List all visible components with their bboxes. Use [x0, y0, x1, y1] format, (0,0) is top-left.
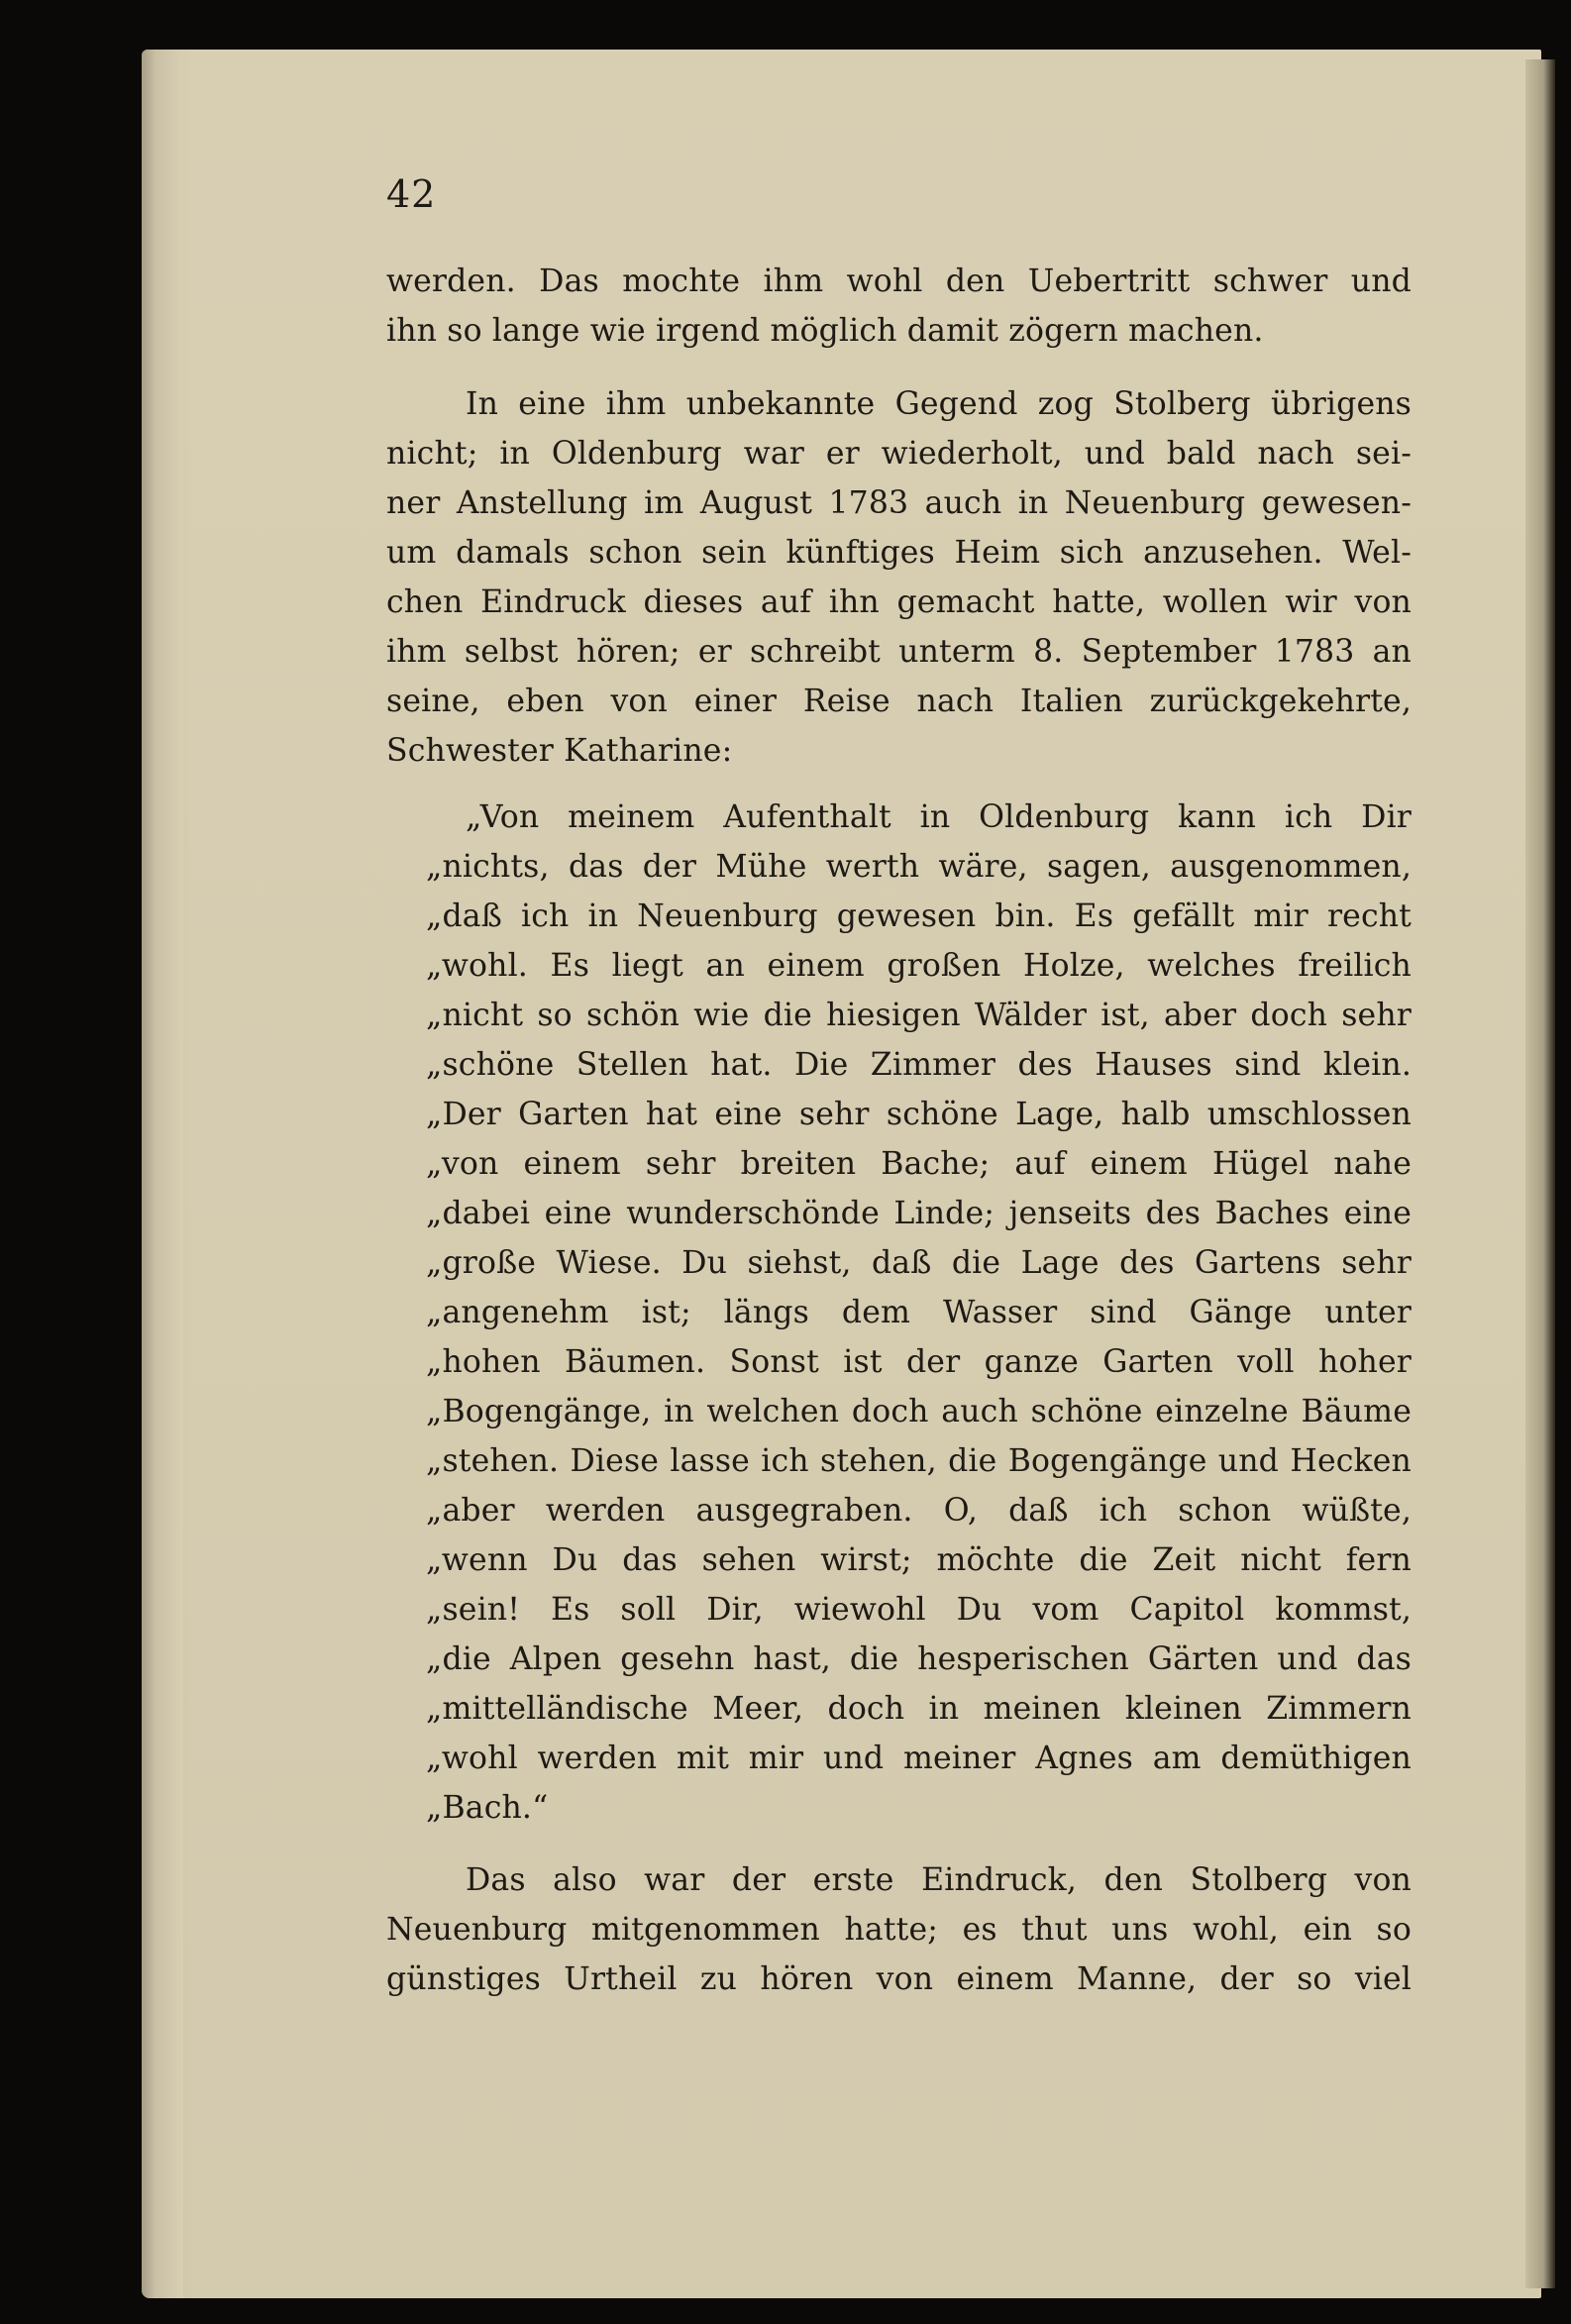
text-line: um damals schon sein künftiges Heim sich anzusehen. Wel-	[386, 535, 1412, 571]
text-line: „dabei eine wunderschönde Linde; jenseits des Baches eine	[426, 1196, 1412, 1231]
text-line: „von einem sehr breiten Bache; auf einem Hügel nahe	[426, 1146, 1412, 1182]
text-line: „die Alpen gesehn hast, die hesperischen Gärten und das	[426, 1641, 1412, 1677]
text-line: „wohl. Es liegt an einem großen Holze, welches freilich	[426, 948, 1412, 984]
text-line: „sein! Es soll Dir, wiewohl Du vom Capitol kommst,	[426, 1592, 1412, 1628]
page-edge	[1525, 59, 1555, 2288]
text-line: „Der Garten hat eine sehr schöne Lage, halb umschlossen	[426, 1097, 1412, 1132]
text-line: „wohl werden mit mir und meiner Agnes am demüthigen	[426, 1741, 1412, 1776]
page-number: 42	[386, 172, 437, 216]
text-line: „Bogengänge, in welchen doch auch schöne einzelne Bäume	[426, 1394, 1412, 1429]
book-gutter	[142, 50, 183, 2298]
text-line: „angenehm ist; längs dem Wasser sind Gänge unter	[426, 1295, 1412, 1330]
text-line: „nichts, das der Mühe werth wäre, sagen, ausgenommen,	[426, 849, 1412, 885]
text-line: „aber werden ausgegraben. O, daß ich schon wüßte,	[426, 1493, 1412, 1529]
text-line: Schwester Katharine:	[386, 733, 733, 769]
text-line: Das also war der erste Eindruck, den Stolberg von	[466, 1862, 1412, 1898]
text-line: „große Wiese. Du siehst, daß die Lage des Gartens sehr	[426, 1245, 1412, 1281]
text-line: „mittelländische Meer, doch in meinen kleinen Zimmern	[426, 1691, 1412, 1727]
text-line: „daß ich in Neuenburg gewesen bin. Es gefällt mir recht	[426, 898, 1412, 934]
text-line: nicht; in Oldenburg war er wiederholt, und bald nach sei-	[386, 436, 1412, 472]
text-line: In eine ihm unbekannte Gegend zog Stolberg übrigens	[466, 386, 1412, 422]
text-line: „Von meinem Aufenthalt in Oldenburg kann ich Dir	[466, 799, 1412, 835]
text-line: ner Anstellung im August 1783 auch in Neuenburg gewesen-	[386, 485, 1412, 521]
text-line: werden. Das mochte ihm wohl den Uebertritt schwer und	[386, 264, 1412, 299]
text-line: chen Eindruck dieses auf ihn gemacht hatte, wollen wir von	[386, 584, 1412, 620]
text-line: „schöne Stellen hat. Die Zimmer des Hauses sind klein.	[426, 1047, 1412, 1083]
text-line: Neuenburg mitgenommen hatte; es thut uns wohl, ein so	[386, 1912, 1412, 1948]
text-line: seine, eben von einer Reise nach Italien zurückgekehrte,	[386, 684, 1412, 719]
text-line: „wenn Du das sehen wirst; möchte die Zeit nicht fern	[426, 1542, 1412, 1578]
text-line: „hohen Bäumen. Sonst ist der ganze Garten voll hoher	[426, 1344, 1412, 1380]
text-line: „nicht so schön wie die hiesigen Wälder ist, aber doch sehr	[426, 998, 1412, 1033]
text-line: „Bach.“	[426, 1790, 549, 1826]
text-line: günstiges Urtheil zu hören von einem Manne, der so viel	[386, 1961, 1412, 1997]
text-line: ihm selbst hören; er schreibt unterm 8. September 1783 an	[386, 634, 1412, 670]
text-line: ihn so lange wie irgend möglich damit zögern machen.	[386, 313, 1264, 349]
text-line: „stehen. Diese lasse ich stehen, die Bogengänge und Hecken	[426, 1443, 1412, 1479]
